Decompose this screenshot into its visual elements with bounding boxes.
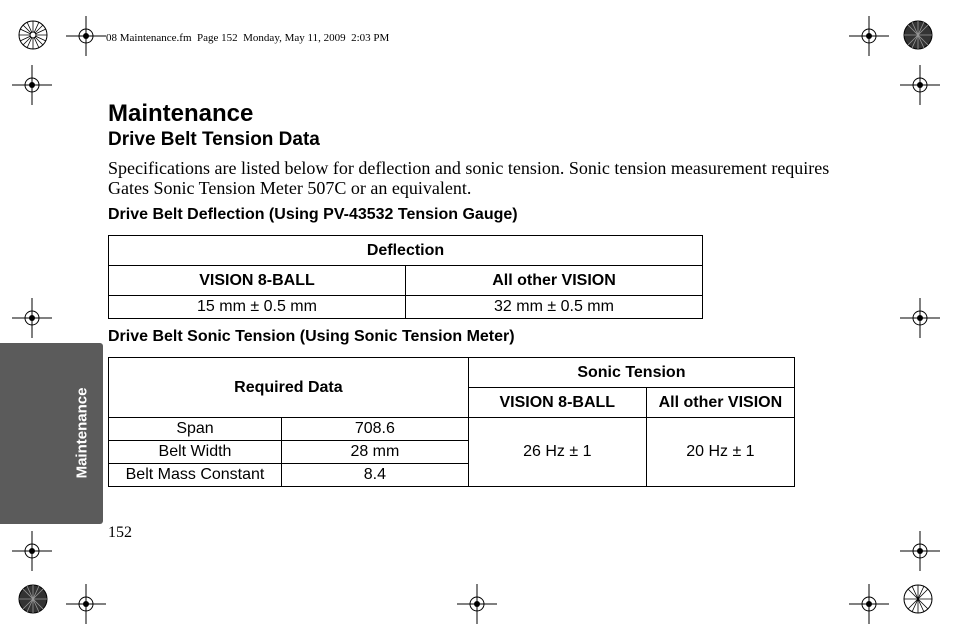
table-cell: Span <box>109 418 282 441</box>
crosshair-mark-icon <box>66 584 106 624</box>
table-cell: 32 mm ± 0.5 mm <box>406 296 703 319</box>
table-cell: 28 mm <box>282 441 469 464</box>
table-cell: Belt Mass Constant <box>109 464 282 487</box>
table-cell: 20 Hz ± 1 <box>646 418 794 487</box>
sonic-tension-table <box>108 357 795 487</box>
starburst-mark-top-right-icon <box>903 20 933 50</box>
column-header: VISION 8-BALL <box>468 388 646 418</box>
crosshair-mark-icon <box>12 298 52 338</box>
column-header: All other VISION <box>646 388 794 418</box>
crosshair-mark-icon <box>12 65 52 105</box>
sonic-tension-header: Sonic Tension <box>468 358 794 388</box>
crosshair-mark-icon <box>900 298 940 338</box>
required-data-header: Required Data <box>109 358 469 418</box>
starburst-mark-bottom-left-icon <box>18 584 48 614</box>
crosshair-mark-icon <box>66 16 106 56</box>
table-cell: 708.6 <box>282 418 469 441</box>
intro-paragraph: Specifications are listed below for deflection and sonic tension. Sonic tension measurement requires Gates Sonic Tension Meter 507C or an equivalent. <box>108 158 830 198</box>
deflection-table <box>108 235 703 319</box>
starburst-mark-bottom-right-icon <box>903 584 933 614</box>
section-subtitle: Drive Belt Tension Data <box>108 129 320 150</box>
starburst-mark-top-left-icon <box>18 20 48 50</box>
table-cell: Belt Width <box>109 441 282 464</box>
crosshair-mark-icon <box>849 584 889 624</box>
side-section-tab-label: Maintenance <box>73 387 91 479</box>
crosshair-mark-icon <box>900 531 940 571</box>
deflection-caption: Deflection <box>109 236 703 266</box>
print-header-info: 08 Maintenance.fm Page 152 Monday, May 11, 2009 2:03 PM <box>106 32 390 44</box>
crosshair-mark-icon <box>849 16 889 56</box>
table-cell: 8.4 <box>282 464 469 487</box>
crosshair-mark-icon <box>900 65 940 105</box>
page-number: 152 <box>108 524 132 541</box>
page-title: Maintenance <box>108 100 254 127</box>
column-header: VISION 8-BALL <box>109 266 406 296</box>
table-cell: 26 Hz ± 1 <box>468 418 646 487</box>
crosshair-mark-icon <box>457 584 497 624</box>
deflection-heading: Drive Belt Deflection (Using PV-43532 Tension Gauge) <box>108 206 518 223</box>
sonic-tension-heading: Drive Belt Sonic Tension (Using Sonic Tension Meter) <box>108 328 515 345</box>
crosshair-mark-icon <box>12 531 52 571</box>
table-cell: 15 mm ± 0.5 mm <box>109 296 406 319</box>
column-header: All other VISION <box>406 266 703 296</box>
